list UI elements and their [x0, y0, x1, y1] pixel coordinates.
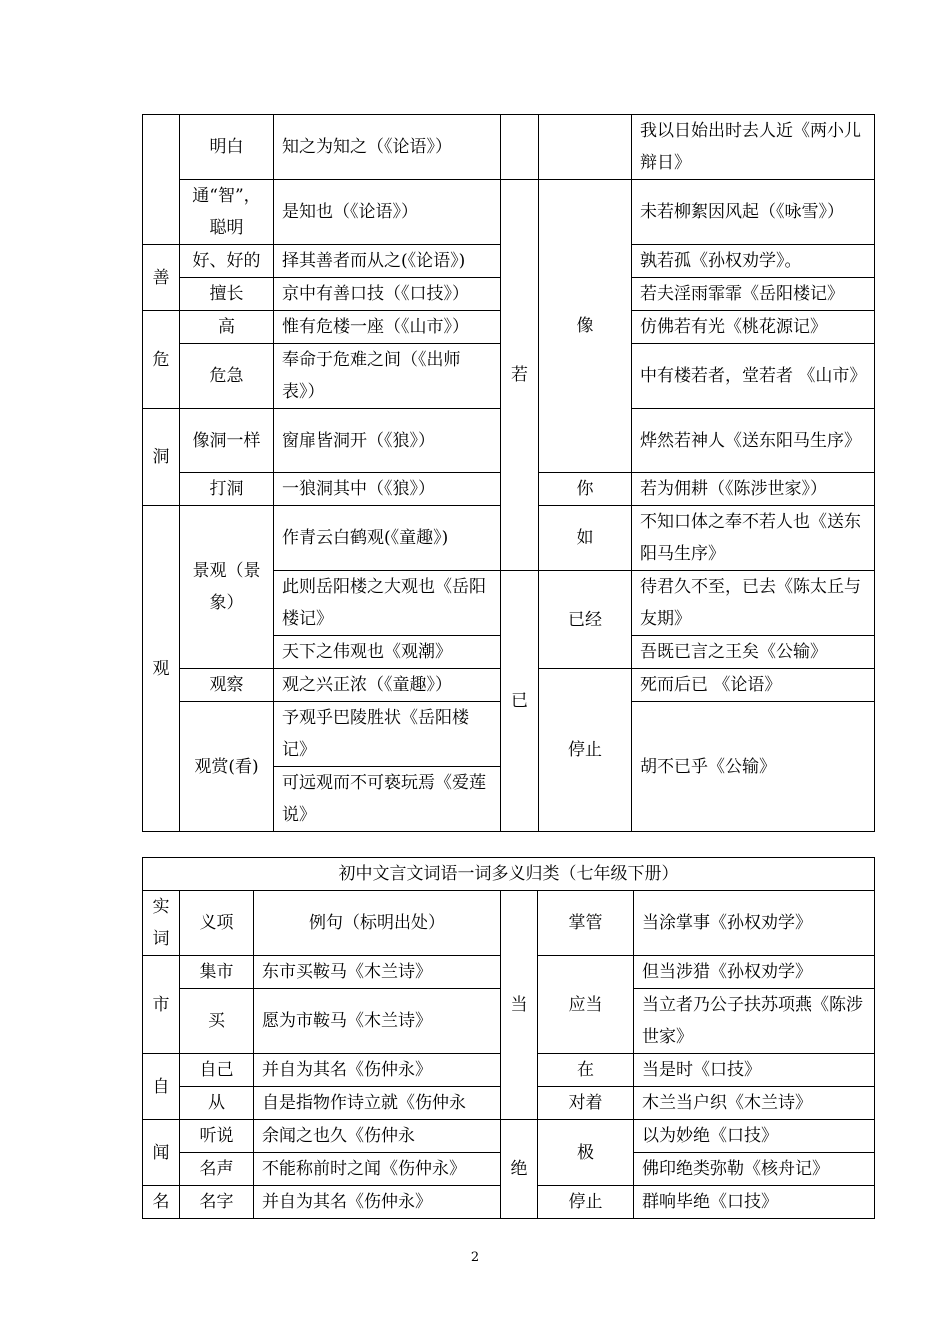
example-cell: 东市买鞍马《木兰诗》 — [254, 956, 501, 989]
meaning-cell: 在 — [538, 1054, 634, 1087]
meaning-cell: 你 — [539, 473, 632, 506]
meaning-cell: 名字 — [180, 1186, 254, 1219]
meaning-cell: 集市 — [180, 956, 254, 989]
meaning-cell: 掌管 — [538, 891, 634, 956]
example-cell: 死而后已 《论语》 — [632, 669, 875, 702]
example-cell: 群响毕绝《口技》 — [634, 1186, 875, 1219]
example-cell: 我以日始出时去人近《两小儿辩日》 — [632, 115, 875, 180]
polysemy-table-grade7-vol2 — [142, 857, 875, 1219]
page-number: 2 — [470, 1250, 480, 1265]
example-cell: 余闻之也久《伤仲永 — [254, 1120, 501, 1153]
example-cell: 烨然若神人《送东阳马生序》 — [632, 409, 875, 473]
example-cell: 窗扉皆洞开（《狼》） — [274, 409, 501, 473]
meaning-cell: 擅长 — [180, 278, 274, 311]
example-cell: 中有楼若者，堂若者 《山市》 — [632, 344, 875, 409]
example-cell: 并自为其名《伤仲永》 — [254, 1054, 501, 1087]
example-cell: 待君久不至，已去《陈太丘与友期》 — [632, 571, 875, 636]
word-cell: 市 — [143, 956, 180, 1054]
example-cell: 以为妙绝《口技》 — [634, 1120, 875, 1153]
example-cell: 当涂掌事《孙权劝学》 — [634, 891, 875, 956]
meaning-cell: 已经 — [539, 571, 632, 669]
word-cell: 善 — [143, 245, 180, 311]
meaning-cell: 听说 — [180, 1120, 254, 1153]
example-cell: 当是时《口技》 — [634, 1054, 875, 1087]
word-cell: 自 — [143, 1054, 180, 1120]
meaning-cell: 应当 — [538, 956, 634, 1054]
example-cell: 此则岳阳楼之大观也《岳阳楼记》 — [274, 571, 501, 636]
header-example: 例句（标明出处） — [254, 891, 501, 956]
header-word: 实词 — [143, 891, 180, 956]
example-cell: 奉命于危难之间（《出师表》） — [274, 344, 501, 409]
table-title: 初中文言文词语一词多义归类（七年级下册） — [143, 858, 875, 891]
meaning-cell: 停止 — [538, 1186, 634, 1219]
polysemy-table-continued — [142, 114, 875, 832]
meaning-cell: 如 — [539, 506, 632, 571]
example-cell: 未若柳絮因风起（《咏雪》） — [632, 180, 875, 245]
meaning-cell: 通“智”，聪明 — [180, 180, 274, 245]
meaning-cell: 极 — [538, 1120, 634, 1186]
example-cell: 作青云白鹤观(《童趣》) — [274, 506, 501, 571]
example-cell: 胡不已乎《公输》 — [632, 702, 875, 832]
example-cell: 并自为其名《伤仲永》 — [254, 1186, 501, 1219]
meaning-cell: 像 — [539, 180, 632, 473]
meaning-cell: 好、好的 — [180, 245, 274, 278]
meaning-cell: 名声 — [180, 1153, 254, 1186]
word-cell: 若 — [501, 180, 539, 571]
example-cell: 愿为市鞍马《木兰诗》 — [254, 989, 501, 1054]
word-cell — [143, 115, 180, 245]
example-cell: 若夫淫雨霏霏《岳阳楼记》 — [632, 278, 875, 311]
word-cell: 已 — [501, 571, 539, 832]
example-cell: 可远观而不可亵玩焉《爱莲说》 — [274, 767, 501, 832]
example-cell: 一狼洞其中（《狼》） — [274, 473, 501, 506]
meaning-cell — [539, 115, 632, 180]
example-cell: 天下之伟观也《观潮》 — [274, 636, 501, 669]
example-cell: 惟有危楼一座（《山市》） — [274, 311, 501, 344]
example-cell: 予观乎巴陵胜状《岳阳楼记》 — [274, 702, 501, 767]
example-cell: 是知也（《论语》） — [274, 180, 501, 245]
header-meaning: 义项 — [180, 891, 254, 956]
example-cell: 京中有善口技（《口技》） — [274, 278, 501, 311]
meaning-cell: 危急 — [180, 344, 274, 409]
word-cell: 闻 — [143, 1120, 180, 1186]
meaning-cell: 观赏(看) — [180, 702, 274, 832]
word-cell: 绝 — [501, 1120, 538, 1219]
word-cell: 观 — [143, 506, 180, 832]
example-cell: 观之兴正浓（《童趣》） — [274, 669, 501, 702]
example-cell: 知之为知之（《论语》） — [274, 115, 501, 180]
meaning-cell: 自己 — [180, 1054, 254, 1087]
meaning-cell: 高 — [180, 311, 274, 344]
example-cell: 但当涉猎《孙权劝学》 — [634, 956, 875, 989]
word-cell: 洞 — [143, 409, 180, 506]
example-cell: 佛印绝类弥勒《核舟记》 — [634, 1153, 875, 1186]
word-cell: 危 — [143, 311, 180, 409]
meaning-cell: 观察 — [180, 669, 274, 702]
meaning-cell: 买 — [180, 989, 254, 1054]
example-cell: 吾既已言之王矣《公输》 — [632, 636, 875, 669]
word-cell: 名 — [143, 1186, 180, 1219]
example-cell: 仿佛若有光《桃花源记》 — [632, 311, 875, 344]
example-cell: 当立者乃公子扶苏项燕《陈涉世家》 — [634, 989, 875, 1054]
meaning-cell: 景观（景象） — [180, 506, 274, 669]
example-cell: 择其善者而从之(《论语》) — [274, 245, 501, 278]
meaning-cell: 对着 — [538, 1087, 634, 1120]
example-cell: 自是指物作诗立就《伤仲永 — [254, 1087, 501, 1120]
meaning-cell: 从 — [180, 1087, 254, 1120]
meaning-cell: 停止 — [539, 669, 632, 832]
word-cell — [501, 115, 539, 180]
example-cell: 不能称前时之闻《伤仲永》 — [254, 1153, 501, 1186]
example-cell: 不知口体之奉不若人也《送东阳马生序》 — [632, 506, 875, 571]
example-cell: 孰若孤《孙权劝学》。 — [632, 245, 875, 278]
example-cell: 若为佣耕（《陈涉世家》） — [632, 473, 875, 506]
example-cell: 木兰当户织《木兰诗》 — [634, 1087, 875, 1120]
meaning-cell: 明白 — [180, 115, 274, 180]
meaning-cell: 像洞一样 — [180, 409, 274, 473]
meaning-cell: 打洞 — [180, 473, 274, 506]
word-cell: 当 — [501, 891, 538, 1120]
